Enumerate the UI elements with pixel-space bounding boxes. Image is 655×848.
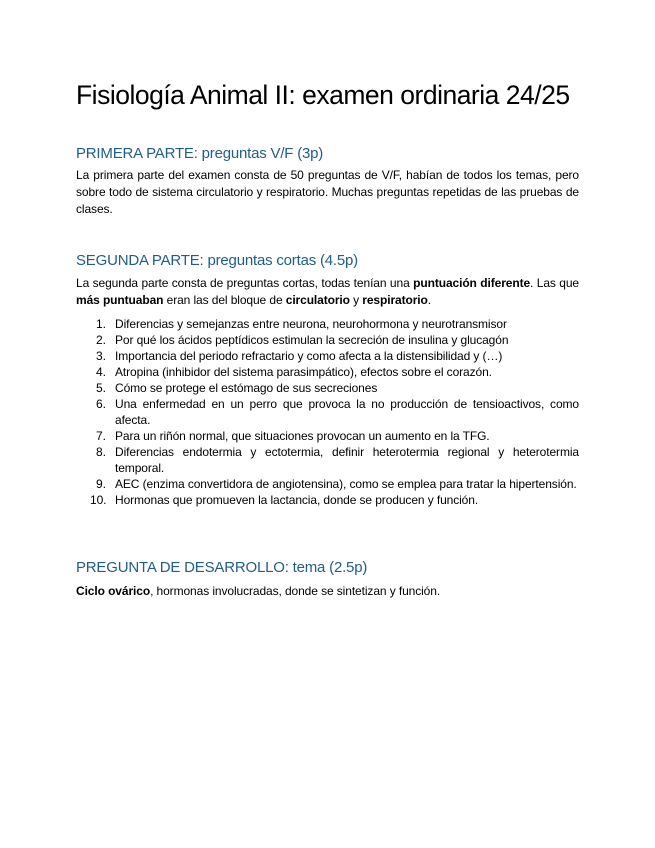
list-item-number: 9. bbox=[96, 477, 106, 491]
list-item bbox=[76, 364, 579, 380]
list-item-number: 4. bbox=[96, 365, 106, 379]
list-item bbox=[76, 380, 579, 396]
list-item bbox=[76, 396, 579, 428]
list-item-text: Por qué los ácidos peptídicos estimulan la secreción de insulina y glucagón bbox=[115, 333, 509, 347]
list-item bbox=[76, 332, 579, 348]
intro-text: eran las del bloque de bbox=[163, 293, 286, 307]
section-heading-pregunta-desarrollo: PREGUNTA DE DESARROLLO: tema (2.5p) bbox=[76, 559, 368, 576]
section-heading-primera-parte: PRIMERA PARTE: preguntas V/F (3p) bbox=[76, 145, 324, 162]
list-item-text: Para un riñón normal, que situaciones provocan un aumento en la TFG. bbox=[115, 429, 490, 443]
intro-text: y bbox=[349, 293, 363, 307]
document-title: Fisiología Animal II: examen ordinaria 24/25 bbox=[76, 80, 570, 110]
list-item-text: Hormonas que promueven la lactancia, donde se producen y función. bbox=[115, 493, 479, 507]
intro-bold: más puntuaban bbox=[76, 293, 164, 307]
intro-bold: puntuación diferente bbox=[413, 276, 531, 290]
list-item-number: 1. bbox=[96, 317, 106, 331]
section-text-primera-parte: La primera parte del examen consta de 50 preguntas de V/F, habían de todos los temas, pero sobre todo de sistema circulatorio y respiratorio. Muchas preguntas repetidas de las pruebas de clases. bbox=[76, 168, 579, 216]
intro-text: . Las que bbox=[530, 276, 579, 290]
list-item-number: 6. bbox=[96, 397, 106, 411]
list-item bbox=[76, 444, 579, 476]
list-item-number: 2. bbox=[96, 333, 106, 347]
list-item bbox=[76, 492, 579, 508]
intro-bold: respiratorio bbox=[362, 293, 428, 307]
list-item-number: 7. bbox=[96, 429, 106, 443]
list-item-number: 8. bbox=[96, 445, 106, 459]
list-item bbox=[76, 316, 579, 332]
intro-bold: circulatorio bbox=[285, 293, 350, 307]
list-item bbox=[76, 476, 579, 492]
list-item-text: AEC (enzima convertidora de angiotensina), como se emplea para tratar la hipertensión. bbox=[115, 477, 577, 491]
list-item-text: Cómo se protege el estómago de sus secreciones bbox=[115, 381, 378, 395]
list-item-number: 10. bbox=[90, 493, 107, 507]
list-item-text: Diferencias y semejanzas entre neurona, neurohormona y neurotransmisor bbox=[115, 317, 507, 331]
list-item-text: Importancia del periodo refractario y como afecta a la distensibilidad y (…) bbox=[115, 349, 503, 363]
desarrollo-text: , hormonas involucradas, donde se sintetizan y función. bbox=[150, 584, 441, 598]
list-item-number: 5. bbox=[96, 381, 106, 395]
section-text-pregunta-desarrollo bbox=[76, 583, 579, 600]
list-item-text: Diferencias endotermia y ectotermia, definir heterotermia regional y heterotermia temporal. bbox=[115, 445, 579, 475]
list-item bbox=[76, 348, 579, 364]
list-item bbox=[76, 428, 579, 444]
list-item-number: 3. bbox=[96, 349, 106, 363]
intro-text: . bbox=[427, 293, 432, 307]
section-intro-segunda-parte bbox=[76, 275, 579, 309]
intro-text: La segunda parte consta de preguntas cortas, todas tenían una bbox=[76, 276, 414, 290]
list-item-text: Atropina (inhibidor del sistema parasimpático), efectos sobre el corazón. bbox=[115, 365, 492, 379]
questions-list bbox=[76, 316, 579, 508]
section-heading-segunda-parte: SEGUNDA PARTE: preguntas cortas (4.5p) bbox=[76, 252, 358, 269]
list-item-text: Una enfermedad en un perro que provoca la no producción de tensioactivos, como afecta. bbox=[115, 397, 579, 427]
desarrollo-bold: Ciclo ovárico bbox=[76, 584, 151, 598]
